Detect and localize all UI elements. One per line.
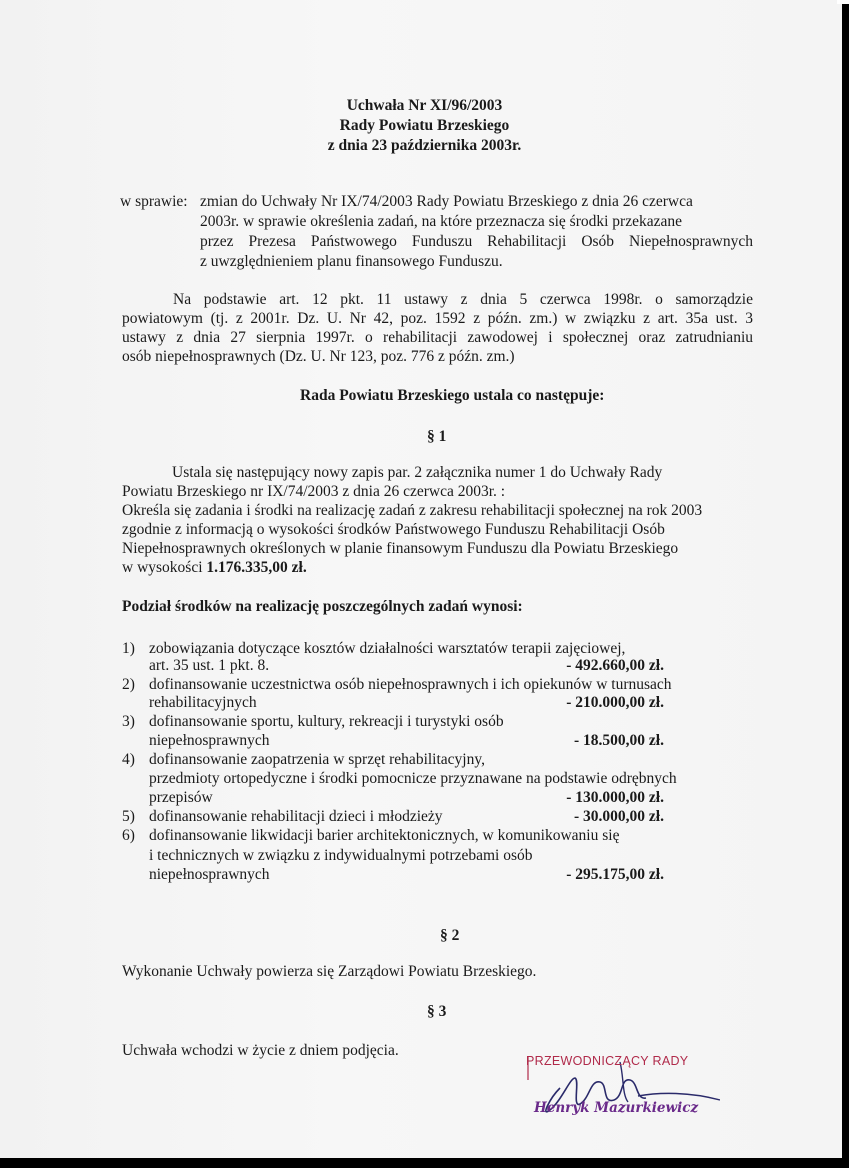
task-number: 6) [122,827,135,844]
task-line: niepełnosprawnych [149,866,270,883]
legal-basis-line: powiatowym (tj. z 2001r. Dz. U. Nr 42, poz. 1592 z późn. zm.) w związku z art. 35a ust. 3 [122,310,753,327]
task-line: art. 35 ust. 1 pkt. 8. [149,657,270,674]
task-line: rehabilitacyjnych [149,694,257,711]
distribution-heading: Podział środków na realizację poszczególnych zadań wynosi: [122,598,523,615]
task-amount: - 18.500,00 zł. [574,732,664,749]
task-line: dofinansowanie zaopatrzenia w sprzęt rehabilitacyjny, [149,751,485,768]
subject-label: w sprawie: [120,193,188,210]
task-amount: - 130.000,00 zł. [566,789,664,806]
signature-title: PRZEWODNICZĄCY RADY [526,1054,689,1068]
scan-edge [0,1158,849,1168]
scan-edge [837,0,849,4]
amount-prefix: w wysokości [122,559,207,576]
task-amount: - 30.000,00 zł. [574,808,664,825]
subject-line: zmian do Uchwały Nr IX/74/2003 Rady Powiatu Brzeskiego z dnia 26 czerwca [200,193,693,210]
task-number: 4) [122,751,135,768]
resolution-date: z dnia 23 października 2003r. [327,137,522,154]
signature-name: Henryk Mazurkiewicz [534,1100,699,1116]
total-amount: 1.176.335,00 zł. [206,559,307,576]
scan-edge [842,0,849,1168]
task-line: dofinansowanie uczestnictwa osób niepełnosprawnych i ich opiekunów w turnusach [149,676,672,693]
task-line: dofinansowanie rehabilitacji dzieci i młodzieży [149,808,443,825]
section-3-mark: § 3 [427,1003,447,1020]
section-1-mark: § 1 [427,428,447,445]
resolution-heading: Rada Powiatu Brzeskiego ustala co następuje: [300,387,605,404]
subject-line: z uwzględnieniem planu finansowego Funduszu. [200,253,503,270]
legal-basis-line: osób niepełnosprawnych (Dz. U. Nr 123, poz. 776 z późn. zm.) [122,348,515,365]
legal-basis-line: Na podstawie art. 12 pkt. 11 ustawy z dnia 5 czerwca 1998r. o samorządzie [173,291,753,308]
subject-line: 2003r. w sprawie określenia zadań, na które przeznacza się środki przekazane [200,213,682,230]
task-number: 2) [122,676,135,693]
signature-stamp [520,1038,720,1128]
task-number: 5) [122,808,135,825]
task-number: 1) [122,640,135,657]
task-line: niepełnosprawnych [149,732,270,749]
council-name: Rady Powiatu Brzeskiego [339,117,510,134]
subject-line: przez Prezesa Państwowego Funduszu Rehabilitacji Osób Niepełnosprawnych [200,233,753,250]
task-amount: - 210.000,00 zł. [566,694,664,711]
task-amount: - 492.660,00 zł. [566,657,664,674]
section-1-line: Określa się zadania i środki na realizację zadań z zakresu rehabilitacji społecznej na rok 2003 [122,502,703,519]
task-line: dofinansowanie sportu, kultury, rekreacji i turystyki osób [149,713,504,730]
section-1-line: Powiatu Brzeskiego nr IX/74/2003 z dnia 26 czerwca 2003r. : [122,483,506,500]
task-line: zobowiązania dotyczące kosztów działalności warsztatów terapii zajęciowej, [149,640,626,657]
resolution-number: Uchwała Nr XI/96/2003 [346,97,503,114]
task-number: 3) [122,713,135,730]
section-2-mark: § 2 [440,927,460,944]
task-line: przedmioty ortopedyczne i środki pomocnicze przyznawane na podstawie odrębnych [149,770,677,787]
section-3-text: Uchwała wchodzi w życie z dniem podjęcia. [122,1042,399,1059]
section-1-amount-line [122,558,307,577]
section-1-line: Niepełnosprawnych określonych w planie finansowym Funduszu dla Powiatu Brzeskiego [122,540,679,557]
section-1-line: zgodnie z informacją o wysokości środków Państwowego Funduszu Rehabilitacji Osób [122,521,665,538]
task-line: przepisów [149,789,213,806]
legal-basis-line: ustawy z dnia 27 sierpnia 1997r. o rehabilitacji zawodowej i społecznej oraz zatrudnianiu [122,329,753,346]
task-line: dofinansowanie likwidacji barier architektonicznych, w komunikowaniu się [149,827,620,844]
task-amount: - 295.175,00 zł. [566,866,664,883]
section-2-text: Wykonanie Uchwały powierza się Zarządowi Powiatu Brzeskiego. [122,963,537,980]
section-1-line: Ustala się następujący nowy zapis par. 2 załącznika numer 1 do Uchwały Rady [172,464,663,481]
task-line: i technicznych w związku z indywidualnymi potrzebami osób [149,847,533,864]
